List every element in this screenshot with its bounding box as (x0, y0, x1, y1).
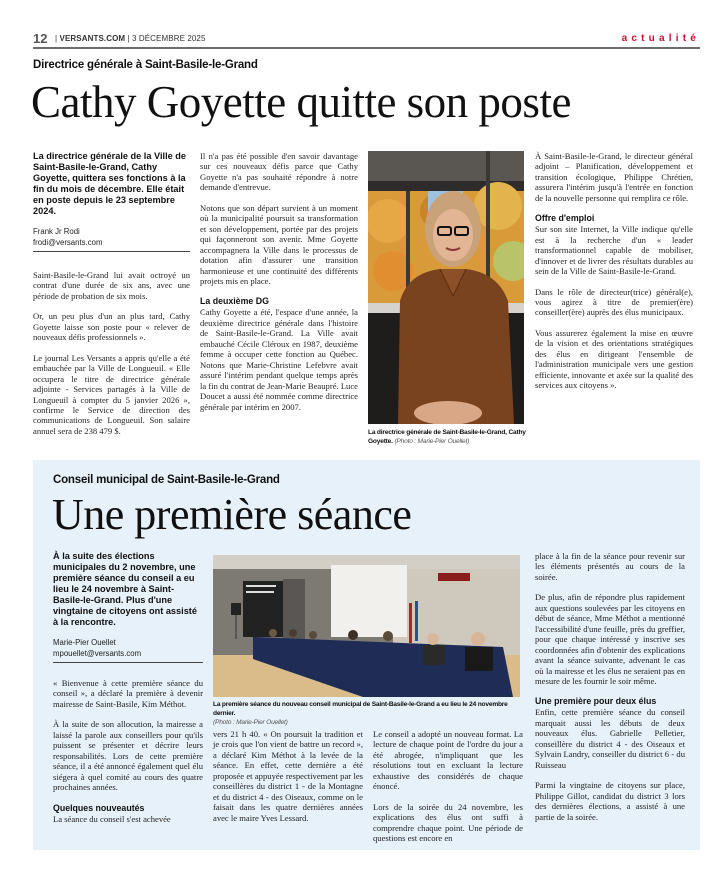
portrait-illustration (368, 151, 524, 424)
article2-lede: À la suite des élections municipales du 2 novembre, une première séance du conseil a eu lieu le 24 novembre à Saint-Basile-le-Grand. Plus d'une vingtaine de citoyens ont assisté à la rencontre. (53, 551, 197, 627)
caption-text: La première séance du nouveau conseil municipal de Saint-Basile-le-Grand a eu lieu le 24 novembre dernier. (213, 701, 508, 717)
folio-bar (33, 33, 700, 49)
paragraph: Le journal Les Versants a appris qu'elle a été embauchée par la Ville de Longueuil. « Elle occupera le titre de directrice générale adjointe - Services partagés à la Ville de Longueuil à compter du 5 janvier 2026 », confirme le Service de direction des communications de Longueuil. Son salaire annuel sera de 238 479 $. (33, 352, 190, 436)
portrait-photo (368, 151, 524, 424)
paragraph: « Bienvenue à cette première séance du conseil », a déclaré la première à devenir mairesse de Saint-Basile, Kim Méthot. (53, 678, 203, 709)
caption-text: La directrice générale de Saint-Basile-le-Grand, Cathy Goyette. (368, 429, 526, 445)
byline-name: Frank Jr Rodi (33, 227, 80, 236)
paragraph: Dans le rôle de directeur(trice) général(e), vous agirez à titre de premier(ère) conseiller(ère) auprès des élus municipaux. (535, 286, 693, 318)
site-name: VERSANTS.COM (59, 34, 126, 43)
article2-column-4 (535, 551, 685, 832)
subhead-offre-emploi: Offre d'emploi (535, 213, 595, 224)
photo-credit: (Photo : Marie-Pier Ouellet) (394, 438, 470, 445)
section-label: actualité (621, 33, 700, 44)
subhead-deuxieme-dg: La deuxième DG (200, 296, 269, 307)
paragraph: Il n'a pas été possible d'en savoir davantage sur ces nouveaux défis parce que Cathy Goyette n'a pas souhaité répondre à notre demande d'entrevue. (200, 151, 358, 193)
article2-byline (53, 637, 203, 663)
article1-byline (33, 226, 190, 252)
paragraph: Sur son site Internet, la Ville indique qu'elle est à la recherche d'un « leader transformationnel capable de mobiliser, d'innover et de livrer des résultats durables au sein de la Ville de Saint-Basile-le-Grand. (535, 224, 693, 277)
article2-column-3 (373, 729, 523, 854)
article1-column-1 (33, 151, 190, 446)
photo-credit: (Photo : Marie-Pier Ouellet) (213, 719, 288, 726)
article1-headline: Cathy Goyette quitte son poste (31, 77, 571, 127)
paragraph: À Saint-Basile-le-Grand, le directeur général adjoint – Planification, développement et transition écologique, Philippe Chrétien, assurera l'intérim jusqu'à l'entrée en fonction de la nouvelle personne qui remplira ce rôle. (535, 151, 693, 203)
paragraph: vers 21 h 40. « On poursuit la tradition et je crois que l'on vient de battre un record », a déclaré Kim Méthot à la levée de la séance. En effet, cette dernière a été proposée et appuyée respectivement par les conseillères du district 1 - de la Montagne et du district 4 - des Oiseaux, comme on le faisait dans les quatre dernières années avec le maire Yves Lessard. (213, 729, 363, 823)
paragraph: Le conseil a adopté un nouveau format. La lecture de chaque point de l'ordre du jour a été abrogée, n'impliquant que les résolutions tout en excluant la lecture exhaustive des considérés de chaque énoncé. (373, 729, 523, 792)
page-number: 12 (33, 31, 48, 46)
paragraph: Notons que son départ survient à un moment où la municipalité poursuit sa transformation et son développement, portée par des projets qui façonneront son avenir. Mme Goyette accompagnera la Ville dans le processus de dotation afin d'assurer une transition harmonieuse et une continuité des différents projets mis en place. (200, 202, 358, 286)
paragraph: Vous assurerez également la mise en œuvre de la vision et des orientations stratégiques des élus en dirigeant l'ensemble de l'administration municipale vers une gestion efficiente, innovante et axée sur la qualité des services aux citoyens ». (535, 327, 693, 391)
paragraph: Lors de la soirée du 24 novembre, les explications des élus ont suffi à comprendre chaque point. Une période de questions est encore en (373, 801, 523, 844)
paragraph: De plus, afin de répondre plus rapidement aux questions soulevées par les citoyens en début de séance, Mme Méthot a mentionné l'accessibilité d'une feuille, près du greffier, pour que chaque intéressé y inscrive ses coordonnées afin d'obtenir des explications avant la séance suivante, advenant le cas où la mairesse et les élus ne seraient pas en mesure de les fournir le soir même. (535, 592, 685, 686)
article1-column-4 (535, 151, 693, 401)
council-illustration (213, 555, 520, 697)
portrait-caption (368, 428, 528, 446)
council-caption (213, 700, 523, 727)
paragraph: place à la fin de la séance pour revenir sur les éléments présentés au cours de la soirée. (535, 551, 685, 582)
paragraph: Saint-Basile-le-Grand lui avait octroyé un contrat d'une durée de six ans, avec une période de probation de six mois. (33, 270, 190, 301)
folio-meta: | VERSANTS.COM | 3 DÉCEMBRE 2025 (55, 34, 206, 43)
paragraph: Parmi la vingtaine de citoyens sur place, Philippe Gillot, candidat du district 3 lors des dernières élections, a assisté à une partie de la soirée. (535, 780, 685, 822)
article2-headline: Une première séance (52, 490, 412, 539)
paragraph: La séance du conseil s'est achevée (53, 813, 171, 824)
byline-email[interactable]: mpouellet@versants.com (53, 649, 142, 658)
paragraph: Cathy Goyette a été, l'espace d'une année, la deuxième directrice générale dans l'histoire de Saint-Basile-le-Grand. La Ville avait embauché Cécile Cléroux en 1987, deuxième femme à occuper cette fonction au Québec. Notons que Marie-Christine Lefebvre avait assuré l'intérim pendant quelque temps après la fin du contrat de Jean-Marie Beaupré. Luce Doucet a aussi été nommée comme directrice générale par intérim en 2007. (200, 307, 358, 412)
article2-column-2 (213, 729, 363, 833)
council-photo (213, 555, 520, 697)
article2-kicker: Conseil municipal de Saint-Basile-le-Grand (53, 474, 280, 486)
paragraph: À la suite de son allocution, la mairesse a laissé la parole aux conseillers pour qu'ils puissent se présenter et décrire leurs responsabilités. Lors de cette première séance, il a été annoncé également quel élu siégera à quel comité au cours des quatre prochaines années. (53, 719, 203, 793)
article2-column-1 (53, 551, 203, 834)
paragraph: Enfin, cette première séance du conseil marquait aussi les débuts de deux nouveaux élus. Gabrielle Pelletier, conseillère du district 4 - des Oiseaux et Sylvain Landry, conseiller du district 6 - du Ruisseau (535, 707, 685, 770)
issue-date: 3 DÉCEMBRE 2025 (132, 34, 206, 43)
article1-lede: La directrice générale de la Ville de Saint-Basile-le-Grand, Cathy Goyette, quittera ses fonctions à la fin du mois de décembre. Elle était en poste depuis le 23 septembre 2024. (33, 151, 187, 216)
article1-kicker: Directrice générale à Saint-Basile-le-Grand (33, 59, 258, 71)
byline-name: Marie-Pier Ouellet (53, 638, 116, 647)
article1-column-2 (200, 151, 358, 422)
subhead-deux-elus: Une première pour deux élus (535, 696, 657, 707)
byline-email[interactable]: frodi@versants.com (33, 238, 103, 247)
subhead-nouveautes: Quelques nouveautés (53, 802, 145, 813)
paragraph: Or, un peu plus d'un an plus tard, Cathy Goyette laisse son poste pour « relever de nouveaux défis professionnels ». (33, 311, 190, 343)
